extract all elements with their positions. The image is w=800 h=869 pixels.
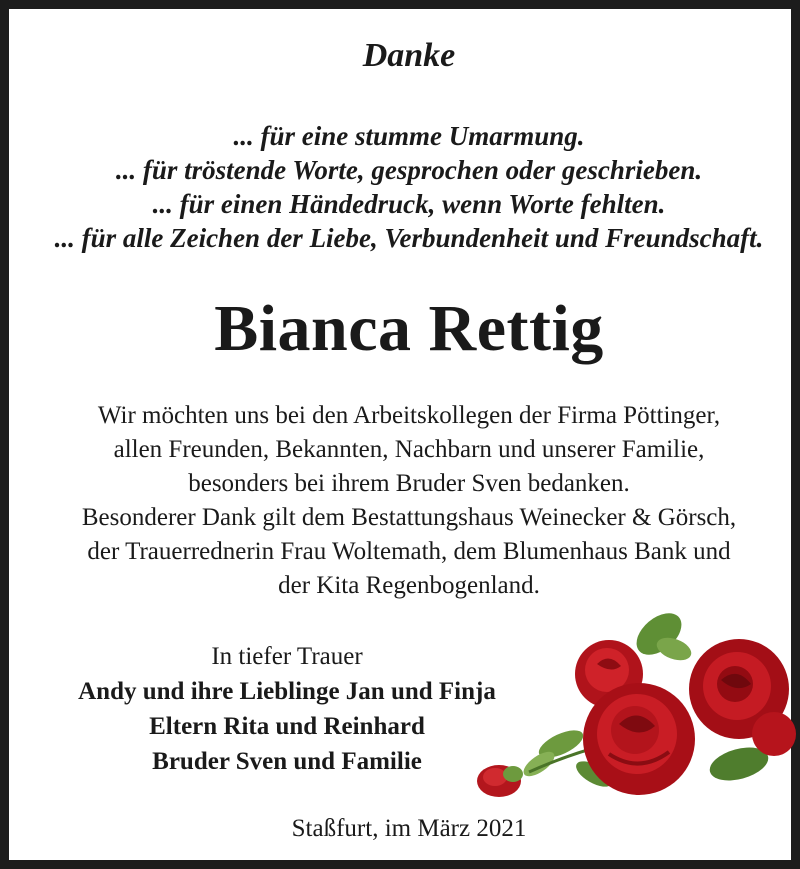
signature-intro: In tiefer Trauer bbox=[211, 643, 363, 670]
acknowledgement-text bbox=[9, 399, 800, 603]
verse-line: ... für eine stumme Umarmung. bbox=[233, 121, 585, 151]
signature-line: Eltern Rita und Reinhard bbox=[149, 713, 425, 740]
body-line: allen Freunden, Bekannten, Nachbarn und unserer Familie, bbox=[113, 436, 705, 463]
verse-line: ... für einen Händedruck, wenn Worte fehlten. bbox=[152, 189, 666, 219]
verse-line: ... für tröstende Worte, gesprochen oder geschrieben. bbox=[115, 155, 703, 185]
verse-line: ... für alle Zeichen der Liebe, Verbundenheit und Freundschaft. bbox=[54, 223, 764, 253]
red-roses-image bbox=[469, 594, 799, 809]
signature-line: Bruder Sven und Familie bbox=[152, 748, 422, 775]
body-line: der Kita Regenbogenland. bbox=[278, 572, 540, 599]
deceased-name: Bianca Rettig bbox=[214, 292, 604, 365]
body-line: besonders bei ihrem Bruder Sven bedanken. bbox=[188, 470, 630, 497]
body-line: Wir möchten uns bei den Arbeitskollegen der Firma Pöttinger, bbox=[97, 402, 721, 429]
thank-you-verses bbox=[9, 119, 800, 255]
body-line: der Trauerrednerin Frau Woltemath, dem Blumenhaus Bank und bbox=[87, 538, 731, 565]
notice-heading: Danke bbox=[362, 37, 456, 74]
place-and-date: Staßfurt, im März 2021 bbox=[291, 815, 527, 842]
mourners-signature bbox=[37, 639, 537, 779]
signature-line: Andy und ihre Lieblinge Jan und Finja bbox=[78, 678, 496, 705]
body-line: Besonderer Dank gilt dem Bestattungshaus Weinecker & Görsch, bbox=[81, 504, 737, 531]
